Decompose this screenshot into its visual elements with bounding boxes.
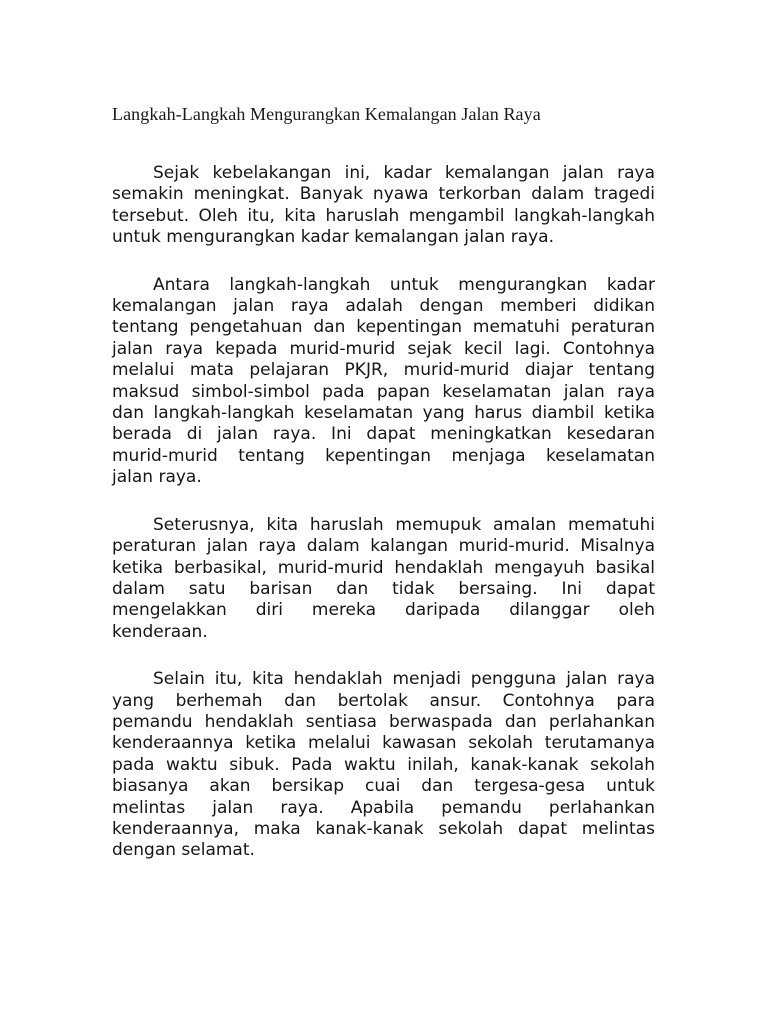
paragraph	[112, 669, 655, 862]
text-line: tersebut. Oleh itu, kita haruslah mengambil langkah-langkah	[112, 205, 655, 226]
text-line: mengelakkan diri mereka daripada dilanggar oleh	[112, 600, 655, 621]
paragraph	[112, 275, 655, 489]
paragraph	[112, 515, 655, 643]
text-line: pada waktu sibuk. Pada waktu inilah, kanak-kanak sekolah	[112, 754, 655, 775]
text-line: untuk mengurangkan kadar kemalangan jalan raya.	[112, 227, 554, 248]
text-line: melalui mata pelajaran PKJR, murid-murid diajar tentang	[112, 360, 655, 381]
text-line: semakin meningkat. Banyak nyawa terkorban dalam tragedi	[112, 184, 655, 205]
text-line: tentang pengetahuan dan kepentingan mematuhi peraturan	[112, 317, 655, 338]
text-line: biasanya akan bersikap cuai dan tergesa-gesa untuk	[112, 776, 655, 797]
text-line: ketika berbasikal, murid-murid hendaklah mengayuh basikal	[112, 557, 655, 578]
text-line: Antara langkah-langkah untuk mengurangkan kadar	[153, 274, 655, 295]
document-title: Langkah-Langkah Mengurangkan Kemalangan Jalan Raya	[112, 104, 541, 124]
text-line: Selain itu, kita hendaklah menjadi pengguna jalan raya	[153, 669, 655, 690]
text-line: dalam satu barisan dan tidak bersaing. Ini dapat	[112, 578, 655, 599]
text-line: melintas jalan raya. Apabila pemandu perlahankan	[112, 797, 655, 818]
text-line: murid-murid tentang kepentingan menjaga keselamatan	[112, 445, 655, 466]
text-line: kenderaan.	[112, 621, 208, 642]
text-line: Seterusnya, kita haruslah memupuk amalan mematuhi	[153, 514, 655, 535]
text-line: jalan raya.	[112, 467, 202, 488]
text-line: kemalangan jalan raya adalah dengan memberi didikan	[112, 296, 655, 317]
text-line: kenderaannya ketika melalui kawasan sekolah terutamanya	[112, 733, 655, 754]
text-line: pemandu hendaklah sentiasa berwaspada dan perlahankan	[112, 711, 655, 732]
text-line: Sejak kebelakangan ini, kadar kemalangan jalan raya	[153, 163, 655, 183]
document-body	[112, 163, 655, 888]
text-line: yang berhemah dan bertolak ansur. Contohnya para	[112, 690, 655, 711]
text-line: peraturan jalan raya dalam kalangan murid-murid. Misalnya	[112, 536, 655, 557]
text-line: berada di jalan raya. Ini dapat meningkatkan kesedaran	[112, 424, 655, 445]
text-line: dan langkah-langkah keselamatan yang harus diambil ketika	[112, 403, 655, 424]
text-line: jalan raya kepada murid-murid sejak kecil lagi. Contohnya	[112, 338, 655, 359]
text-line: dengan selamat.	[112, 840, 255, 861]
text-line: kenderaannya, maka kanak-kanak sekolah dapat melintas	[112, 818, 655, 839]
paragraph	[112, 163, 655, 249]
text-line: maksud simbol-simbol pada papan keselamatan jalan raya	[112, 381, 655, 402]
